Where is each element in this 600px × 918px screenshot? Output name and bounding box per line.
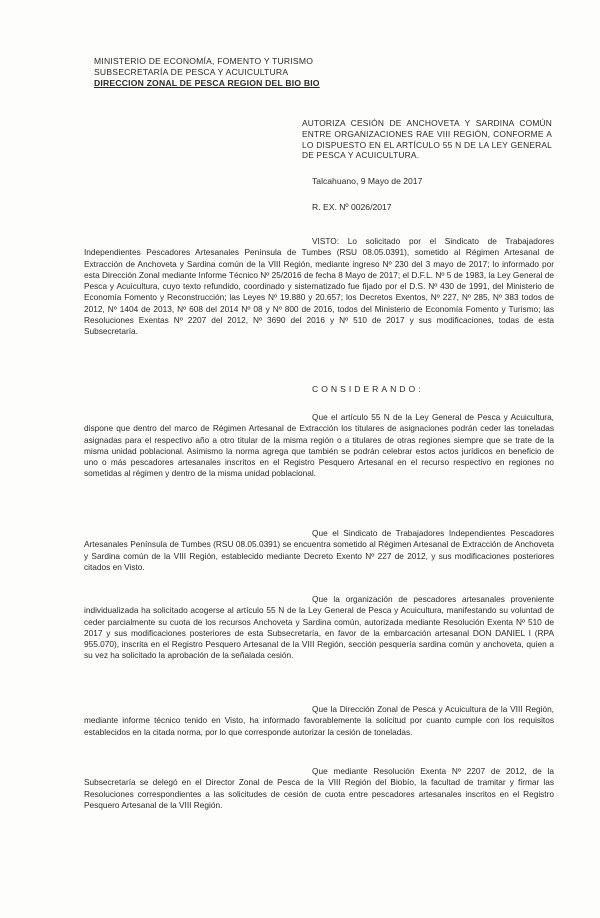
- paragraph-text: Acuicultura, dispone que dentro del marco de Régimen Artesanal de Extracción los titulares de asignaciones podrán ceder las toneladas asignadas para el respectivo año a otro titular de la misma región o a titulares de otras regiones siempre que se trate de la misma unidad poblacional. Asimismo la norma agrega que también se podrán celebrar estos actos jurídicos en beneficio de uno o más pescadores artesanales inscritos en el Registro Pesquero Artesanal en el recurso respectivo en regiones no sometidas al régimen y dentro de la misma unidad poblacional.: [84, 412, 554, 479]
- resolution-number: R. EX. Nº 0026/2017: [312, 202, 392, 212]
- letterhead: [94, 56, 320, 89]
- considerando-paragraph-5: [84, 766, 554, 811]
- considerando-title: CONSIDERANDO:: [312, 384, 424, 394]
- paragraph-lead: Que el Sindicato de Trabajadores Independientes: [312, 528, 506, 538]
- visto-text: Independientes Pescadores Artesanales Península de Tumbes (RSU 08.05.0391), sometido al Régimen Artesanal de Extracción de Anchoveta y Sardina común de la VIII Región, mediante ingreso Nº 230 del 3 mayo de 2017; lo informado por esta Dirección Zonal mediante Informe Técnico Nº 25/2016 de fecha 8 Mayo de 2017; el D.F.L. Nº 5 de 1983, la Ley General de Pesca y Acuicultura, cuyo texto refundido, coordinado y sistematizado fue fijado por el D.S. Nº 430 de 1991, del Ministerio de Economía Fomento y Reconstrucción; las Leyes Nº 19.880 y 20.657; los Decretos Exentos, Nº 227, Nº 285, Nº 383 todos de 2012, Nº 1404 de 2013, Nº 608 del 2014 Nº 08 y Nº 800 de 2016, todos del Ministerio de Economía Fomento y Turismo; las Resoluciones Exentas Nº 2207 del 2012, Nº 3690 del 2016 y Nº 510 de 2017 y sus modificaciones, todas de esta Subsecretaría.: [84, 247, 554, 337]
- paragraph-lead: Que mediante Resolución Exenta Nº 2207 de 2012, de: [312, 766, 542, 776]
- paragraph-text: proveniente individualizada ha solicitado acogerse al artículo 55 N de la Ley General de Pesca y Acuicultura, manifestando su voluntad de ceder parcialmente su cuota de los recursos Anchoveta y Sardina común, autorizada mediante Resolución Exenta Nº 510 de 2017 y sus modificaciones posteriores de esta Subsecretaría, en favor de la embarcación artesanal DON DANIEL I (RPA 955.070), inscrita en el Registro Pesquero Artesanal de la VIII Región, sección pesquería sardina común y anchoveta, quien a su vez ha solicitado la aprobación de la señalada cesión.: [84, 594, 555, 661]
- place-date: Talcahuano, 9 Mayo de 2017: [312, 176, 423, 186]
- paragraph-lead: Que la Dirección Zonal de Pesca y Acuicultura de la VIII: [312, 704, 523, 714]
- considerando-paragraph-2: [84, 528, 554, 573]
- paragraph-text: Región, mediante informe técnico tenido en Visto, ha informado favorablemente la solicitud por cuanto cumple con los requisitos establecidos en la citada norma, por lo que corresponde autorizar la cesión de toneladas.: [84, 704, 554, 737]
- zonal-direction-line: DIRECCION ZONAL DE PESCA REGION DEL BIO BIO: [94, 78, 320, 88]
- paragraph-text: la Subsecretaría se delegó en el Director Zonal de Pesca de la VIII Región del Biobío, la facultad de tramitar y firmar las Resoluciones correspondientes a las solicitudes de cesión de cuota entre pescadores artesanales inscritos en el Registro Pesquero Artesanal de la VIII Región.: [84, 766, 554, 810]
- considerando-paragraph-1: [84, 412, 554, 480]
- paragraph-lead: Que la organización de pescadores artesanales: [312, 594, 505, 604]
- paragraph-lead: Que el artículo 55 N de la Ley General de Pesca y: [312, 412, 508, 422]
- visto-lead: VISTO: Lo solicitado por el Sindicato de Trabajadores: [312, 236, 554, 246]
- considerando-paragraph-3: [84, 594, 554, 662]
- resolution-subject: AUTORIZA CESIÓN DE ANCHOVETA Y SARDINA COMÚN ENTRE ORGANIZACIONES RAE VIII REGIÓN, CONFORME A LO DISPUESTO EN EL ARTÍCULO 55 N DE LA LEY GENERAL DE PESCA Y ACUICULTURA.: [302, 118, 552, 161]
- subsecretariat-line: SUBSECRETARÍA DE PESCA Y ACUICULTURA: [94, 67, 289, 77]
- ministry-line: MINISTERIO DE ECONOMÍA, FOMENTO Y TURISMO: [94, 56, 314, 66]
- considerando-paragraph-4: [84, 704, 554, 738]
- visto-paragraph: [84, 236, 554, 338]
- paragraph-text: Pescadores Artesanales Península de Tumbes (RSU 08.05.0391) se encuentra sometido al Régimen Artesanal de Extracción de Anchoveta y Sardina común de la VIII Región, establecido mediante Decreto Exento Nº 227 de 2012, y sus modificaciones posteriores citados en Visto.: [84, 528, 555, 572]
